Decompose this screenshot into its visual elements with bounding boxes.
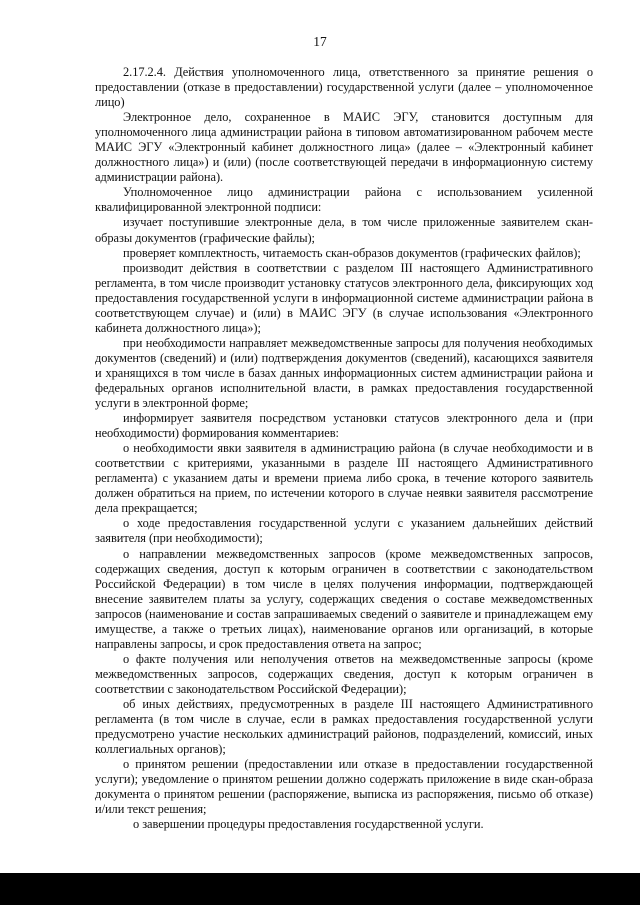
paragraph-authorized-person: Уполномоченное лицо администрации района с использованием усиленной квалифицированной электронной подписи: (95, 185, 593, 215)
section-heading-2-17-2-4: 2.17.2.4. Действия уполномоченного лица, ответственного за принятие решения о предоставлении (отказе в предоставлении) государственной услуги (далее – уполномоченное лицо) (95, 65, 593, 110)
paragraph-decision-made: о принятом решении (предоставлении или отказе в предоставлении государственной услуги); уведомление о принятом решении должно содержать приложение в виде скан-образа документа о принятом решении (распоряжение, выписка из распоряжения, письмо об отказе) и/или текст решения; (95, 757, 593, 817)
paragraph-performs-actions: производит действия в соответствии с разделом III настоящего Административного регламента, в том числе производит установку статусов электронного дела, фиксирующих ход предоставления государственной услуги в информационной системе администрации района в соответствующем случае) и (или) в МАИС ЭГУ (в случае использования «Электронного кабинета должностного лица»); (95, 260, 593, 335)
paragraph-studies-cases: изучает поступившие электронные дела, в том числе приложенные заявителем скан-образы документов (графические файлы); (95, 215, 593, 245)
paragraph-checks-completeness: проверяет комплектность, читаемость скан-образов документов (графических файлов); (123, 245, 581, 260)
paragraph-interagency-requests: при необходимости направляет межведомственные запросы для получения необходимых документов (сведений) и (или) подтверждения документов (сведений), касающихся заявителя и хранящихся в том числе в базах данных информационных систем администрации района и федеральных органов исполнительной власти, в рамках предоставления государственной услуги в электронной форме; (95, 335, 593, 411)
paragraph-service-progress: о ходе предоставления государственной услуги с указанием дальнейших действий заявителя (при необходимости); (95, 516, 593, 546)
document-body (95, 65, 593, 832)
paragraph-requests-sent: о направлении межведомственных запросов (кроме межведомственных запросов, содержащих сведения, доступ к которым ограничен в соответствии с законодательством Российской Федерации) в том числе в целях получения информации, подтверждающей внесение заявителем платы за услугу, содержащих сведения о составе межведомственных запросов (наименование и состав запрашиваемых сведений о заявителе и принадлежащем ему имуществе, а также о третьих лицах), наименование органов или организаций, в которые направлены запросы, и срок предоставления ответа на запрос; (95, 546, 593, 651)
paragraph-other-actions: об иных действиях, предусмотренных в разделе III настоящего Административного регламента (в том числе в случае, если в рамках предоставления государственной услуги предусмотрено участие нескольких администраций районов, подразделений, комиссий, иных коллегиальных органов); (95, 696, 593, 757)
scan-bottom-edge (0, 873, 640, 905)
page-number: 17 (313, 34, 327, 49)
paragraph-appearance-need: о необходимости явки заявителя в администрацию района (в случае необходимости и в соответствии с критериями, указанными в разделе III настоящего Административного регламента) с указанием даты и времени приема либо срока, в течение которого заявитель должен обратиться на прием, по истечении которого в случае неявки заявителя рассмотрение дела прекращается; (95, 441, 593, 516)
paragraph-informs-applicant: информирует заявителя посредством установки статусов электронного дела и (при необходимости) формирования комментариев: (95, 411, 593, 441)
paragraph-electronic-case: Электронное дело, сохраненное в МАИС ЭГУ, становится доступным для уполномоченного лица администрации района в типовом автоматизированном рабочем месте МАИС ЭГУ «Электронный кабинет должностного лица» (далее – «Электронный кабинет должностного лица») и (или) (после соответствующей передачи в информационную систему администрации района). (95, 110, 593, 185)
paragraph-procedure-complete: о завершении процедуры предоставления государственной услуги. (133, 817, 484, 832)
paragraph-responses-received: о факте получения или неполучения ответов на межведомственные запросы (кроме межведомственных запросов, содержащих сведения, доступ к которым ограничен в соответствии с законодательством Российской Федерации); (95, 651, 593, 696)
